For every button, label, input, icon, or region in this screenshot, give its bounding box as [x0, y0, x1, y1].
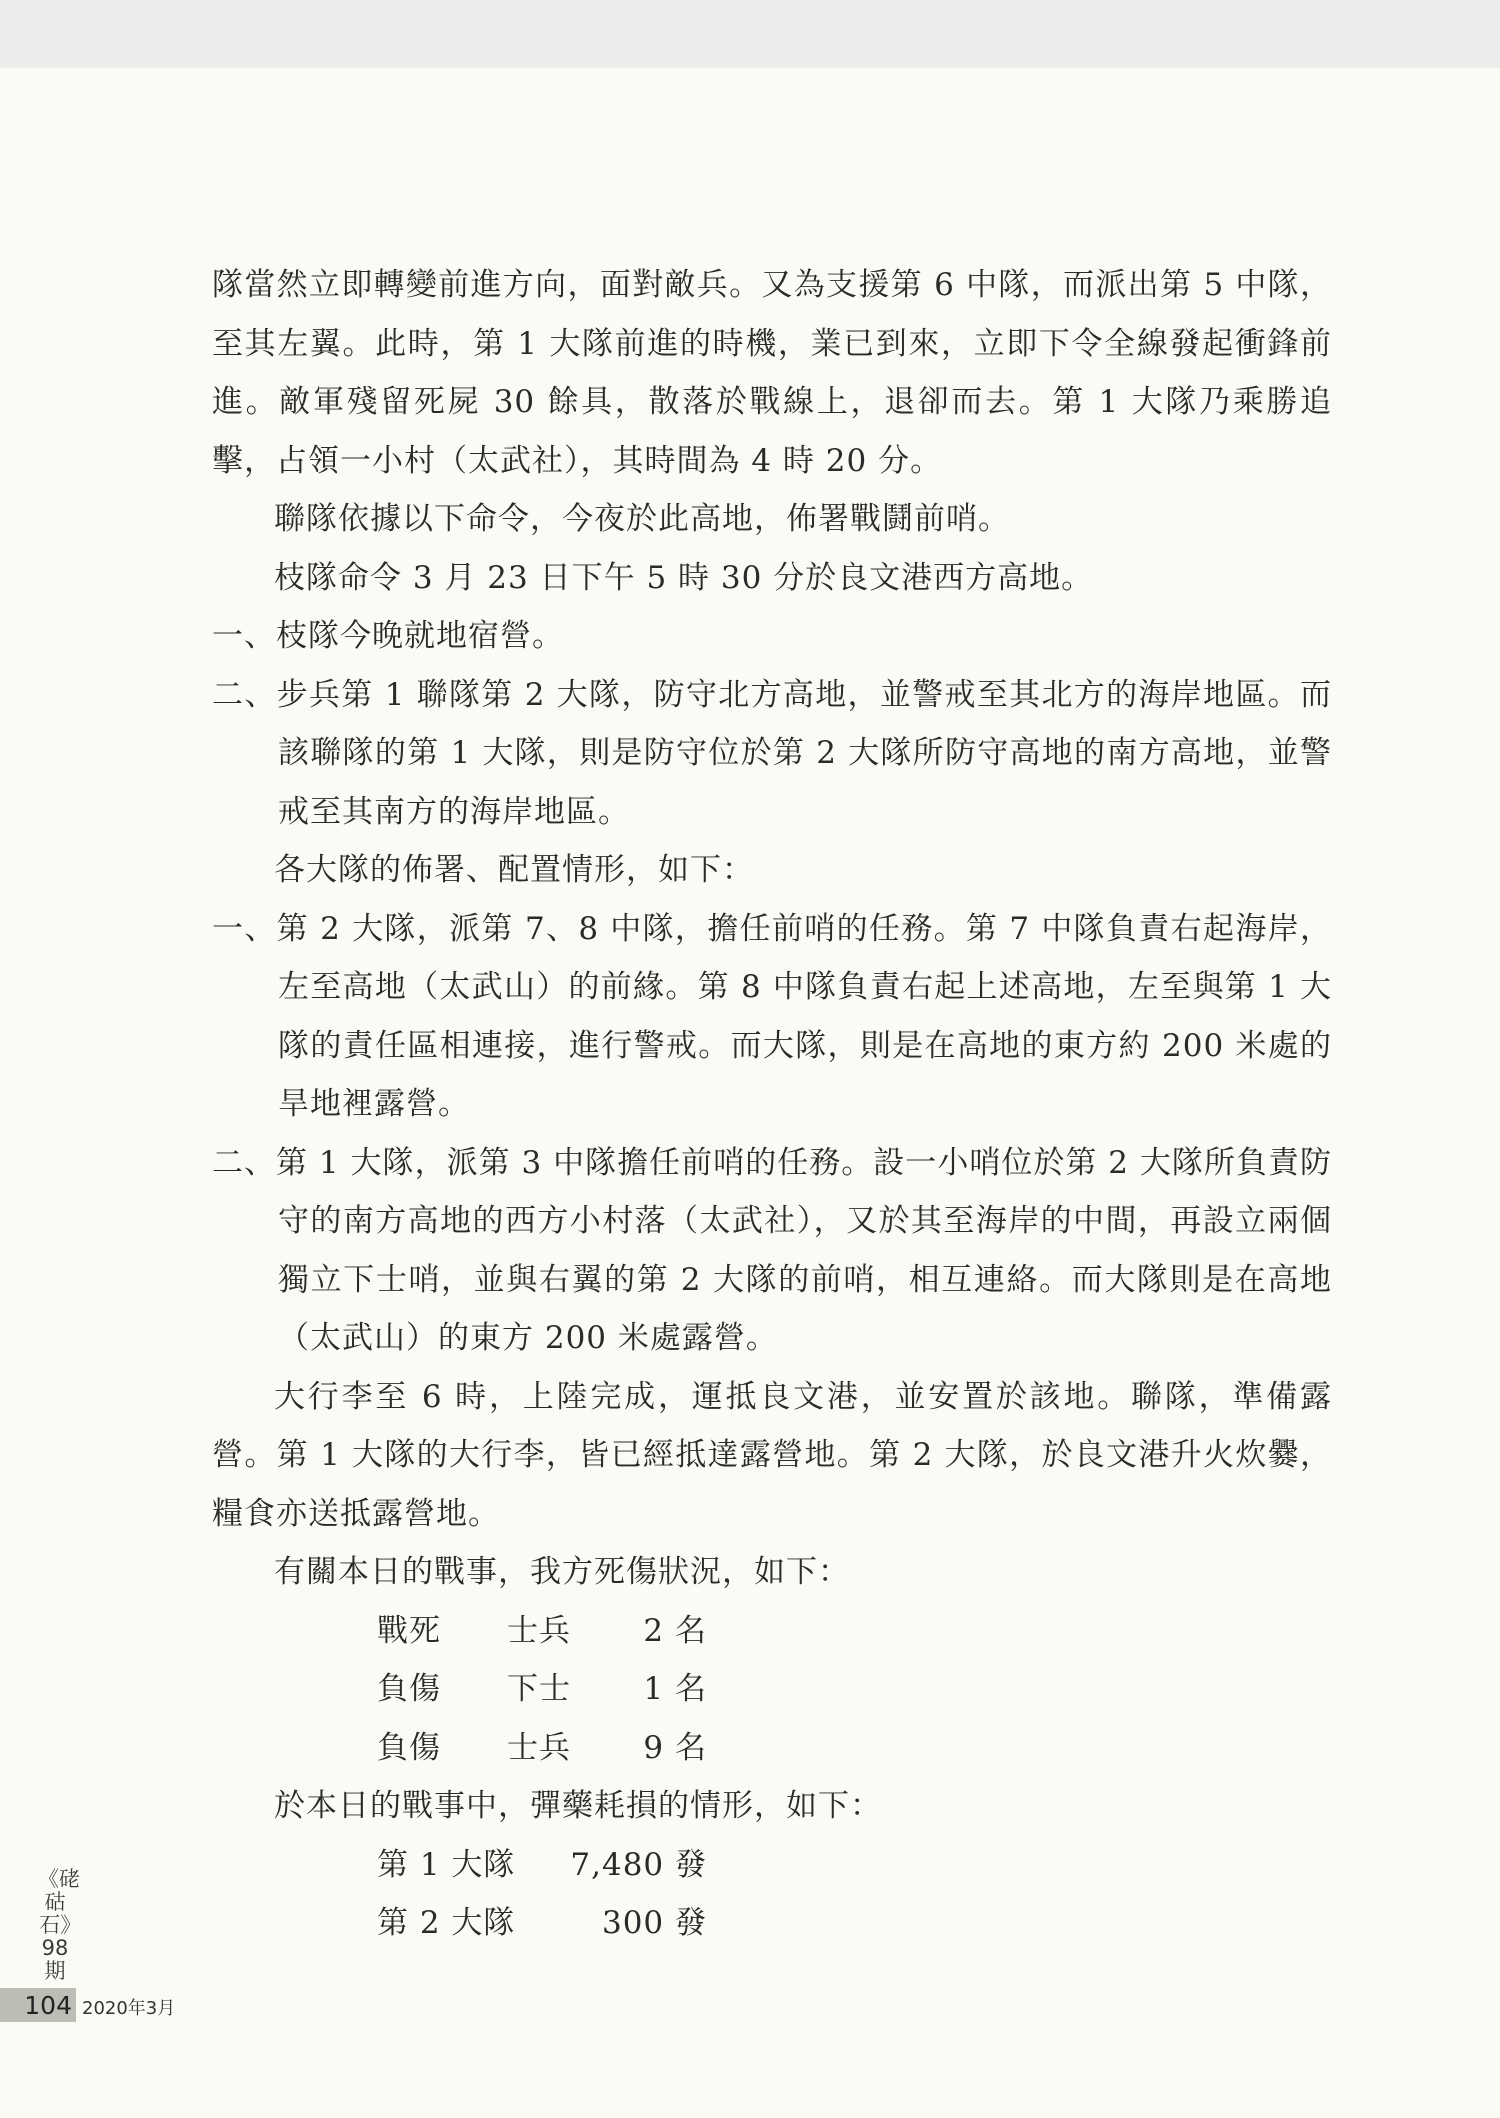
scan-top-band: [0, 0, 1500, 68]
ammo-row: [212, 1836, 1332, 1895]
deployment-item: 二、第 1 大隊，派第 3 中隊擔任前哨的任務。設一小哨位於第 2 大隊所負責防守的南方高地的西方小村落（太武社），又於其至海岸的中間，再設立兩個獨立下士哨，並與右翼的第 2 大隊的前哨，相互連絡。而大隊則是在高地（太武山）的東方 200 米處露營。: [212, 1144, 1332, 1356]
ammo-unit: 第 2 大隊: [377, 1905, 516, 1941]
paragraph: 枝隊命令 3 月 23 日下午 5 時 30 分於良文港西方高地。: [274, 559, 1094, 596]
order-item: 二、步兵第 1 聯隊第 2 大隊，防守北方高地，並警戒至其北方的海岸地區。而該聯隊的第 1 大隊，則是防守位於第 2 大隊所防守高地的南方高地，並警戒至其南方的海岸地區。: [212, 676, 1332, 830]
casualty-rank: 士兵: [507, 1729, 571, 1766]
page-number: 104: [0, 1988, 76, 2022]
casualty-status: 戰死: [377, 1612, 441, 1649]
casualty-count: 1 名: [643, 1671, 707, 1707]
deployment-item: 一、第 2 大隊，派第 7、8 中隊，擔任前哨的任務。第 7 中隊負責右起海岸，左至高地（太武山）的前緣。第 8 中隊負責右起上述高地，左至與第 1 大隊的責任區相連接，進行警戒。而大隊，則是在高地的東方約 200 米處的旱地裡露營。: [212, 910, 1332, 1122]
paragraph: 有關本日的戰事，我方死傷狀況，如下：: [274, 1554, 850, 1590]
ammo-row: [212, 1894, 1332, 1953]
issue-date: 2020年3月: [82, 1998, 176, 2019]
casualty-rank: 士兵: [507, 1612, 571, 1649]
order-item: 一、枝隊今晚就地宿營。: [212, 618, 564, 654]
casualty-count: 2 名: [643, 1612, 707, 1649]
magazine-title: 《硓𥑮石》98期: [38, 1867, 80, 1983]
ammo-unit: 第 1 大隊: [377, 1846, 516, 1883]
paragraph: 隊當然立即轉變前進方向，面對敵兵。又為支援第 6 中隊，而派出第 5 中隊，至其左翼。此時，第 1 大隊前進的時機，業已到來，立即下令全線發起衝鋒前進。敵軍殘留死屍 30 餘具，散落於戰線上，退卻而去。第 1 大隊乃乘勝追擊，占領一小村（太武社），其時間為 4 時 20 分。: [212, 267, 1332, 479]
paragraph: 各大隊的佈署、配置情形，如下：: [274, 852, 754, 888]
casualty-row: [212, 1719, 1332, 1778]
casualty-status: 負傷: [377, 1671, 441, 1707]
casualty-rank: 下士: [507, 1671, 571, 1707]
article-body: [212, 256, 1332, 1953]
ammo-rounds: 300 發: [601, 1905, 707, 1941]
paragraph: 於本日的戰事中，彈藥耗損的情形，如下：: [274, 1788, 882, 1824]
ammo-rounds: 7,480 發: [570, 1846, 707, 1883]
casualty-count: 9 名: [643, 1729, 707, 1766]
casualty-row: [212, 1660, 1332, 1719]
casualty-status: 負傷: [377, 1729, 441, 1766]
casualty-row: [212, 1602, 1332, 1661]
paragraph: 大行李至 6 時，上陸完成，運抵良文港，並安置於該地。聯隊，準備露營。第 1 大隊的大行李，皆已經抵達露營地。第 2 大隊，於良文港升火炊爨，糧食亦送抵露營地。: [212, 1378, 1332, 1532]
paragraph: 聯隊依據以下命令，今夜於此高地，佈署戰鬪前哨。: [274, 501, 1010, 537]
